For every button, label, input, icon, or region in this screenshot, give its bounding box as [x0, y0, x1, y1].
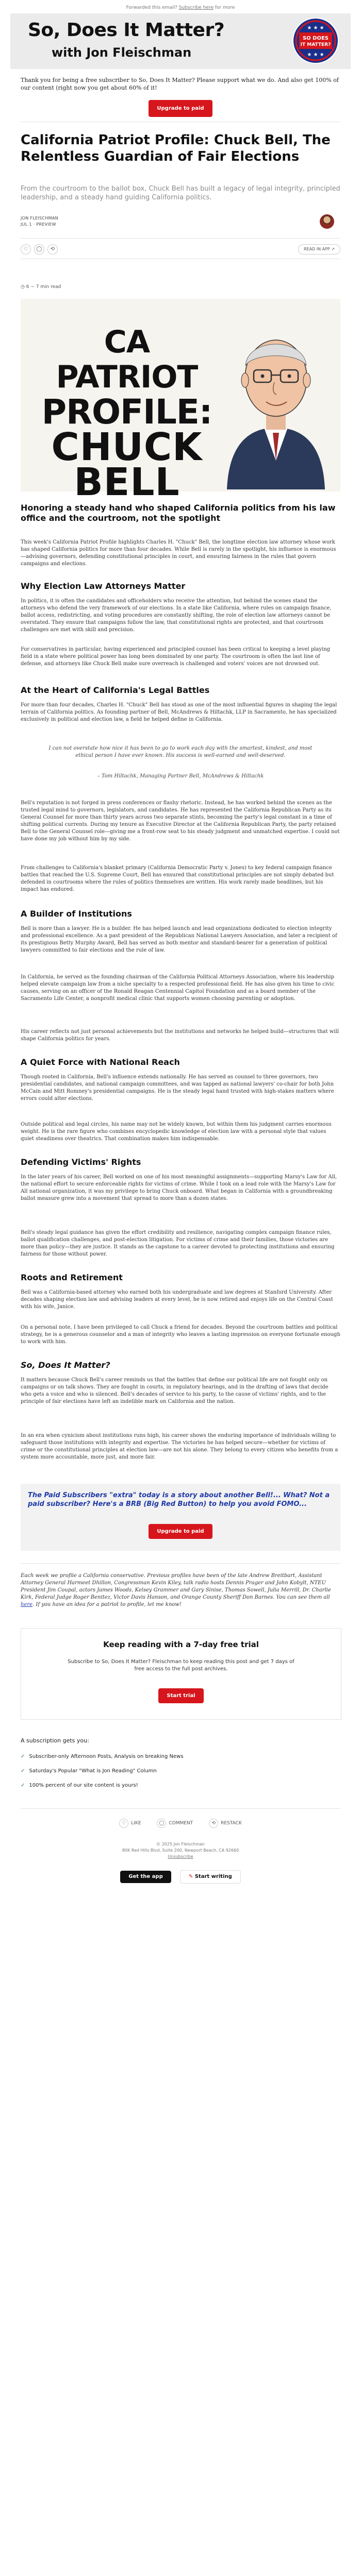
section-heading-victims: Defending Victims' Rights [21, 1157, 141, 1167]
pull-quote: I can not overstate how nice it has been to go to work each day with the smartest, kindest, and most ethical person I have ever known. His success is well-earned and well-deserved. [48, 745, 313, 758]
restack-icon: ⟲ [209, 1819, 218, 1828]
trial-body: Subscribe to So, Does It Matter? Fleischman to keep reading this post and get 7 days of free access to the full post archives. [68, 1659, 294, 1672]
logo-text-bottom: IT MATTER? [300, 42, 331, 47]
perk-item: ✓ Saturday's Popular "What is Jon Reading" Column [21, 1768, 157, 1774]
article-subtitle: From the courtroom to the ballot box, Chuck Bell has built a legacy of legal integrity, principled leadership, and a steady hand guiding California politics. [21, 185, 340, 201]
profiles-archive-link[interactable]: here [21, 1602, 33, 1607]
intro-section [21, 76, 340, 117]
intro-text: Thank you for being a free subscriber to So, Does It Matter? Please support what we do. And also get 100% of our content (right now you get about 60% of it! [21, 77, 339, 91]
pull-quote-attribution: – Tom Hiltachk, Managing Partner Bell, McAndrews & Hiltachk [97, 773, 264, 779]
upgrade-button-top[interactable]: Upgrade to paid [149, 100, 212, 117]
banner-subtitle: with Jon Fleischman [52, 45, 192, 60]
section-paragraph: In the later years of his career, Bell worked on one of his most meaningful assignments—supporting Marsy's Law for All, the national effort to secure enforceable rights for victims of crime. While I took on a lead role with the Marsy's Law for All national organization, it was my privilege to bring Chuck onboard. What began in California with a groundbreaking ballot measure grew into a movement that spread to more than a dozen states. [21, 1174, 337, 1201]
hero-caption [34, 324, 220, 504]
comment-button[interactable]: ◯ COMMENT [157, 1819, 193, 1828]
footer-address: 80K Red Hills Blvd, Suite 200, Newport Beach, CA 92660 [122, 1848, 239, 1853]
byline: JON FLEISCHMAN JUL 1 · PREVIEW [21, 216, 58, 227]
forwarded-text: Forwarded this email? [126, 5, 177, 10]
section-heading-legal: At the Heart of California's Legal Battles [21, 685, 210, 695]
section-heading-roots: Roots and Retirement [21, 1273, 123, 1282]
divider [21, 238, 340, 239]
hero-line-1: CA PATRIOT [56, 324, 198, 395]
heart-icon[interactable]: ♡ [21, 244, 31, 255]
like-button[interactable]: ♡ LIKE [119, 1819, 141, 1828]
perk-item: ✓ 100% percent of our site content is yours! [21, 1783, 138, 1788]
section-paragraph: From challenges to California's blanket primary (California Democratic Party v. Jones) to key federal campaign finance battles that reached the U.S. Supreme Court, Bell has ensured that constitutional principles are not simply debated but defended in courtrooms where the rules of politics themselves are written. His work rarely made headlines, but his impact has endured. [21, 865, 334, 892]
author-avatar[interactable] [320, 214, 334, 229]
svg-text:★ ★ ★: ★ ★ ★ [307, 25, 324, 31]
forwarded-tail: for more [215, 5, 235, 10]
paid-callout-text: The Paid Subscribers "extra" today is a story about another Bell!... What? Not a paid subscriber? Here's a BRB (Big Red Button) to help you avoid FOMO... [28, 1492, 330, 1508]
restack-icon[interactable]: ⟲ [47, 244, 58, 255]
free-trial-panel [21, 1628, 341, 1720]
upgrade-button-callout[interactable]: Upgrade to paid [149, 1524, 212, 1539]
banner-title: So, Does It Matter? [28, 20, 225, 41]
section-paragraph: On a personal note, I have been privileged to call Chuck a friend for decades. Beyond the courtroom battles and political strategy, he is a generous counselor and a man of integrity who leaves a lasting impression on everyone fortunate enough to work with him. [21, 1325, 340, 1345]
section-paragraph: Bell was a California-based attorney who earned both his undergraduate and law degrees at Stanford University. After decades shaping election law and advising leaders at every level, he is now retired and enjoys life on the Central Coast with his wife, Janice. [21, 1290, 333, 1310]
restack-button[interactable]: ⟲ RESTACK [209, 1819, 242, 1828]
unsubscribe-link[interactable]: Unsubscribe [168, 1854, 193, 1859]
subscribe-link[interactable]: Subscribe here [178, 5, 214, 10]
section-paragraph: In politics, it is often the candidates and officeholders who receive the attention, but behind the scenes stand the attorneys who defend the very framework of our elections. In a state like California, where rules on campaign finance, ballot access, redistricting, and voting procedures are constantly shifting, the role of election law attorneys cannot be overstated. They ensure that campaigns follow the law, that constitutional rights are protected, and that courtroom challenges are met with skill and precision. [21, 598, 332, 633]
section-heading-builder: A Builder of Institutions [21, 909, 132, 919]
section-heading-why: Why Election Law Attorneys Matter [21, 581, 186, 591]
section-heading-national: A Quiet Force with National Reach [21, 1057, 180, 1067]
section-paragraph: Outside political and legal circles, his name may not be widely known, but within them his judgment carries enormous weight. He is the rare figure who combines encyclopedic knowledge of election law with a personal style that values quiet steadiness over theatrics. That combination makes him indispensable. [21, 1122, 332, 1142]
check-icon: ✓ [21, 1783, 25, 1788]
section-paragraph: Bell is more than a lawyer. He is a builder. He has helped launch and lead organizations dedicated to election integrity and professional excellence. As a past president of the Republican National Lawyers Association, and later a recipient of its prestigious Betty Murphy Award, Bell has served as both mentor and standard-bearer for a generation of political lawyers committed to fair elections and the rule of law. [21, 926, 337, 953]
share-row [0, 1819, 361, 1828]
lead-paragraph: This week's California Patriot Profile highlights Charles H. "Chuck" Bell, the longtime election law attorney whose work has shaped California politics for more than four decades. While Bell is rarely in the spotlight, his influence is enormous—advising governors, defending constitutional principles in court, and ensuring fairness in the rules that govern campaigns and elections. [21, 539, 336, 567]
perks-title: A subscription gets you: [21, 1737, 89, 1744]
lead-heading: Honoring a steady hand who shaped California politics from his law office and the courtroom, not the spotlight [21, 503, 336, 523]
hero-line-3: CHUCK BELL [51, 425, 203, 504]
check-icon: ✓ [21, 1768, 25, 1774]
read-time: ◷ 6 ~ 7 min read [21, 284, 61, 290]
section-paragraph: For conservatives in particular, having experienced and principled counsel has been critical to keeping a level playing field in a state where political power has long been dominated by one party. The courtroom is often the last line of defense, and attorneys like Chuck Bell make sure overreach is challenged and voters' voices are not drowned out. [21, 647, 331, 667]
so-does-it-matter-logo [292, 17, 339, 64]
get-app-button[interactable]: Get the app [120, 1871, 171, 1883]
footer [0, 1841, 361, 1860]
perk-item: ✓ Subscriber-only Afternoon Posts, Analysis on breaking News [21, 1754, 184, 1759]
comment-icon[interactable]: ◯ [34, 244, 44, 255]
section-paragraph: His career reflects not just personal achievements but the institutions and networks he helped build—structures that will shape California politics for years. [21, 1029, 339, 1042]
profile-series-note: Each week we profile a California conservative. Previous profiles have been of the late Andrew Breitbart, Assistant Attorney General Harmeet Dhillon, Congressman Kevin Kiley, talk radio hosts Dennis Prager and John Kobylt, NTEU President Jim Coupal, actors James Woods, Kelsey Grammer and Gary Sinise, Thomas Sowell, Julia Merrill, Dr. Charlie Kirk, Federal Judge Roger Benitez, Victor Davis Hanson, and Orange County Sheriff Don Barnes. You can see them all here. If you have an idea for a patriot to profile, let me know! [21, 1573, 331, 1607]
author-name[interactable]: JON FLEISCHMAN [21, 216, 58, 221]
section-paragraph: Bell's steady legal guidance has given the effort credibility and resilience, navigating complex campaign finance rules, ballot qualification challenges, and post-election litigation. For victims of crime and their families, those victories are more than policy—they are justice. It stands as the capstone to a career devoted to protecting institutions and ensuring fairness for those without power. [21, 1230, 335, 1257]
trial-title: Keep reading with a 7-day free trial [103, 1640, 259, 1649]
footer-copyright: © 2025 Jon Fleischman [156, 1842, 205, 1846]
hero-image [21, 299, 340, 504]
logo-text-top: SO DOES [302, 36, 329, 41]
section-paragraph: Though rooted in California, Bell's influence extends nationally. He has served as counsel to three governors, two presidential candidates, and national campaign committees, and was tapped as national lawyers' co-chair for both John McCain and Mitt Romney's presidential campaigns. He is the steady legal hand trusted with high-stakes matters where errors could alter elections. [21, 1074, 334, 1101]
section-paragraph: Bell's reputation is not forged in press conferences or flashy rhetoric. Instead, he has worked behind the scenes as the trusted legal mind to governors, legislators, and candidates. He has represented the California Republican Party as its General Counsel for more than thirty years across two separate stints, becoming the party's legal constant in a time of shifting political currents. During my tenure as Executive Director at the California Republican Party, the party retained Bell to the General Counsel role—giving me a front-row seat to his steady judgment and unmatched expertise. I could not have done my job without him by my side. [21, 800, 340, 842]
pen-icon: ✎ [188, 1874, 195, 1879]
section-paragraph: In California, he served as the founding chairman of the California Political Attorneys Association, where his leadership helped elevate campaign law from a niche specialty to a respected professional field. He has also given his time to civic causes, serving on an officer of the Ronald Reagan Centennial Capitol Foundation and as a board member of the Sacramento Life Center, a nonprofit medical clinic that supports women choosing parenting or adoption. [21, 974, 335, 1002]
svg-text:★ ★ ★: ★ ★ ★ [307, 52, 324, 58]
check-icon: ✓ [21, 1754, 25, 1759]
comment-icon: ◯ [157, 1819, 166, 1828]
section-paragraph: It matters because Chuck Bell's career reminds us that the battles that define our political life are not fought only on campaigns or on talk shows. They are fought in courts, in regulatory hearings, and in the drafting of laws that decide who gets a voice and who is silenced. Bell's decades of service to his party, to the cause of victims' rights, and to the principle of fair elections have left an indelible mark on California and the nation. [21, 1377, 329, 1404]
divider [21, 1563, 340, 1564]
post-date: JUL 1 [21, 222, 32, 227]
hero-line-2: PROFILE: [41, 392, 212, 432]
preview-badge: PREVIEW [36, 222, 56, 227]
portrait-illustration [217, 306, 335, 489]
section-paragraph: In an era when cynicism about institutions runs high, his career shows the enduring importance of individuals willing to safeguard those institutions with integrity and expertise. The victories he has helped secure—whether for victims of crime or the constitutional principles at election law—are not his alone. They belong to every citizen who benefits from a system more accountable, more just, and more fair. [21, 1433, 338, 1460]
forwarded-note [0, 5, 361, 10]
clock-icon: ◷ [21, 284, 26, 290]
paid-subscriber-callout [21, 1484, 340, 1551]
action-row [21, 244, 340, 253]
newsletter-banner [10, 13, 351, 69]
section-heading-matter: So, Does It Matter? [21, 1360, 110, 1370]
start-writing-button[interactable]: ✎ Start writing [180, 1870, 241, 1884]
read-in-app-button[interactable]: READ IN APP ↗ [298, 244, 340, 255]
start-trial-button[interactable]: Start trial [158, 1688, 203, 1703]
article-title: California Patriot Profile: Chuck Bell, The Relentless Guardian of Fair Elections [21, 132, 331, 164]
heart-icon: ♡ [119, 1819, 128, 1828]
divider [21, 1808, 340, 1809]
app-buttons [0, 1870, 361, 1884]
section-paragraph: For more than four decades, Charles H. "Chuck" Bell has stood as one of the most influential figures in shaping the legal terrain of California politics. As founding partner of Bell, McAndrews & Hiltachk, LLP in Sacramento, he has specialized exclusively in political and election law, a field he helped define in California. [21, 702, 337, 722]
